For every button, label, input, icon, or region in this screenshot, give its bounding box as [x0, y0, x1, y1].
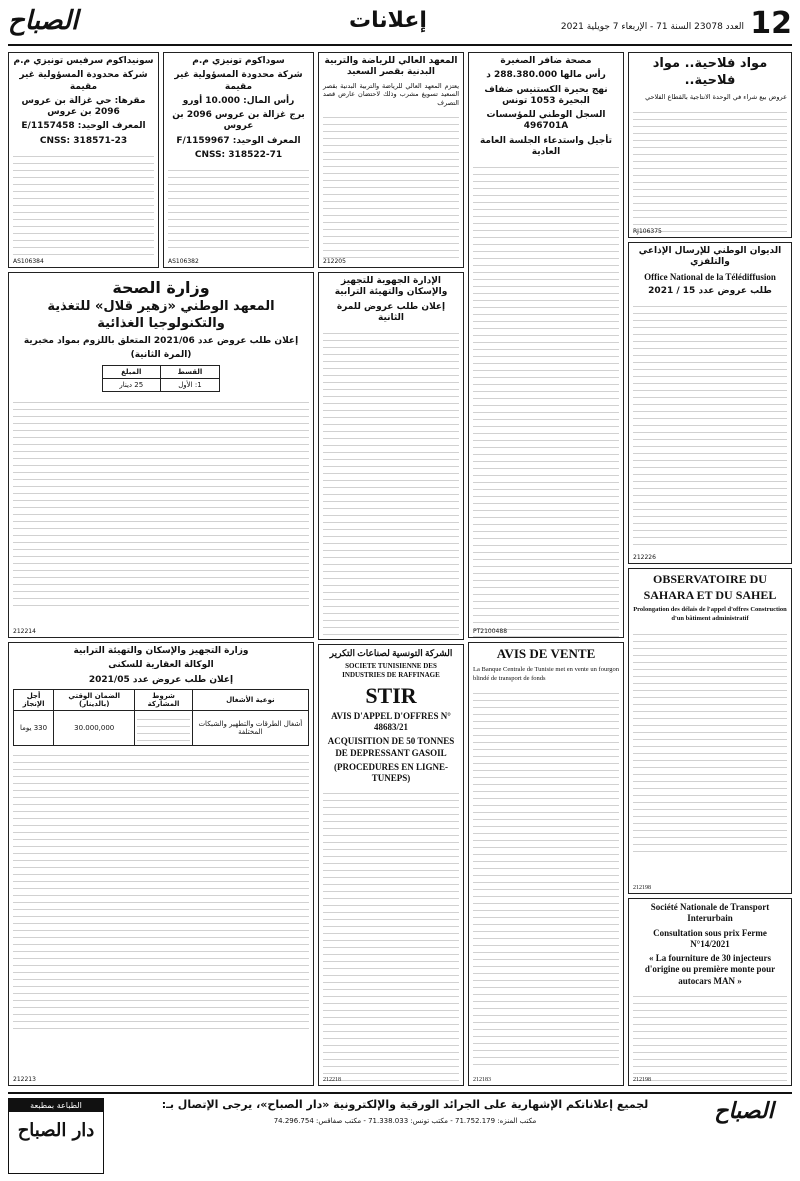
ad-oss	[628, 568, 792, 894]
ad-agri-title: مواد فلاحية.. مواد فلاحية..	[652, 56, 768, 88]
ad-dhafer	[468, 52, 624, 638]
ad-sntri	[628, 898, 792, 1086]
ad-sntri-body: « La fourniture de 30 injecteurs d'origine ou première monte pour autocars MAN »	[644, 953, 776, 986]
ad-oss-body: Prolongation des délais de l'appel d'offres Construction d'un bâtiment administratif	[633, 606, 787, 622]
ad-dhafer-text	[473, 161, 619, 638]
ad-dhafer-address: نهج بحيرة الكستنيس ضفاف البحيرة 1053 تونس	[484, 84, 608, 106]
footer-logo: الصباح	[714, 1098, 774, 1124]
ad-oss-text	[633, 628, 787, 858]
ad-agri-body: عروض بيع شراء في الوحدة الانتاجية بالقطاع الفلاحي	[645, 92, 787, 101]
health-table-amount: 25 دينار	[102, 379, 160, 392]
ad-sonida-title: سونيداكوم سرفيس تونيزي م.م	[13, 56, 154, 66]
ad-dhafer-title: مصحة ضافر الصغيرة	[500, 56, 592, 66]
ad-housing-agency: الوكالة العقارية للسكنى	[108, 660, 214, 671]
ad-vente-body: La Banque Centrale de Tunisie met en vente un fourgon blindé de transport de fonds	[473, 665, 619, 682]
ad-vente-title: AVIS DE VENTE	[496, 646, 596, 661]
ad-sonida-ref: AS106384	[13, 258, 44, 265]
ad-housing-table	[13, 689, 309, 746]
ad-sonidacom-capital: رأس المال: 10.000 أورو	[182, 95, 295, 106]
ad-equip1-title: الإدارة الجهوية للتجهيز والإسكان والتهيئة الترابية	[334, 276, 448, 298]
ad-dhafer-ref: PT2100488	[473, 628, 508, 635]
ad-institute-text	[323, 111, 459, 261]
ad-housing-ministry: وزارة التجهيز والإسكان والتهيئة الترابية	[73, 646, 249, 656]
ad-sntri-title: Société Nationale de Transport Interurbain	[650, 902, 770, 924]
ad-sonidacom-subtitle: شركة محدودة المسؤولية غير مقيمة	[174, 70, 303, 92]
ad-sonidacom-text	[168, 164, 309, 254]
ad-sonida-address: مقرها: حي غزالة بن عروس 2096 بن عروس	[21, 95, 146, 117]
ad-sonidacom-address: برج غزالة بن عروس 2096 بن عروس	[172, 110, 305, 132]
ad-agri-ref: RJ106375	[633, 228, 662, 235]
ad-sonida-reg: المعرف الوحيد: 1157458/E	[21, 121, 146, 132]
ad-institute-title: المعهد العالي للرياضة والتربية البدنية بقصر السعيد	[324, 56, 458, 78]
housing-col-delay: أجل الإنجاز	[14, 689, 54, 710]
ad-sntri-text	[633, 990, 787, 1086]
ad-stir-ref: 212218	[323, 1077, 341, 1083]
ad-health-subtitle: إعلان طلب عروض عدد 2021/06 المتعلق باللزوم بمواد مخبرية	[23, 335, 299, 346]
ad-stir-company-fr: SOCIETE TUNISIENNE DES INDUSTRIES DE RAFFINAGE	[342, 662, 440, 679]
ad-sntri-subtitle: Consultation sous prix Ferme N°14/2021	[653, 927, 767, 949]
ad-dhafer-capital: رأس مالها 288.380.000 د	[486, 70, 606, 81]
ad-housing-text	[13, 749, 309, 1029]
ad-onta-title: الديوان الوطني للإرسال الإذاعي والتلفزي	[638, 246, 782, 268]
ad-health	[8, 272, 314, 638]
ad-institute-ref: 212205	[323, 258, 346, 265]
ad-equip1-subtitle: إعلان طلب عروض للمرة الثانية	[336, 301, 446, 323]
health-table-lot: 1: الأول	[160, 379, 220, 392]
ad-stir-company: الشركة التونسية لصناعات التكرير	[329, 648, 453, 658]
newspaper-logo: الصباح	[8, 6, 79, 36]
ad-health-ref: 212214	[13, 628, 36, 635]
page-number: 12	[750, 6, 792, 41]
housing-col-guarantee: الضمان الوقتي (بالدينار)	[54, 689, 135, 710]
ad-housing-subtitle: إعلان طلب عروض عدد 2021/05	[88, 674, 234, 685]
ad-onta-ref: 212226	[633, 554, 656, 561]
ad-onta	[628, 242, 792, 564]
ad-health-ministry: وزارة الصحة	[112, 278, 210, 297]
ad-institute	[318, 52, 464, 268]
ad-vente-ref: 212183	[473, 1077, 491, 1083]
ad-sonidacom	[163, 52, 314, 268]
ad-sonidacom-title: سوداكوم تونيزي م.م	[192, 56, 285, 66]
ad-sonidacom-reg: المعرف الوحيد: 1159967/F	[176, 135, 301, 146]
ad-stir-procedure: (PROCEDURES EN LIGNE- TUNEPS)	[333, 761, 448, 783]
ad-sonida	[8, 52, 159, 268]
ad-health-text	[13, 396, 309, 606]
ad-vente-text	[473, 687, 619, 1067]
ad-oss-title: OBSERVATOIRE DU SAHARA ET DU SAHEL	[643, 572, 777, 602]
ad-sonida-cnss: CNSS: 318571-23	[39, 135, 128, 146]
ad-equip1-text	[323, 327, 459, 640]
ad-housing	[8, 642, 314, 1086]
health-table-head-lot: القسط	[160, 366, 220, 379]
ad-sntri-ref: 212198	[633, 1077, 651, 1083]
printer-tag-top: الطباعة بمطبعة	[9, 1099, 103, 1112]
ad-sonida-subtitle: شركة محدودة المسؤولية غير مقيمة	[19, 70, 148, 92]
housing-col-conditions: شروط المشاركة	[135, 689, 192, 710]
printer-tag	[8, 1098, 104, 1174]
ad-onta-title-fr: Office National de la Télédiffusion	[644, 271, 776, 282]
housing-row-guarantee: 30.000,000	[54, 710, 135, 745]
ad-stir	[318, 644, 464, 1086]
ad-dhafer-note: تأجيل واستدعاء الجلسة العامة العادية	[479, 135, 613, 157]
ad-sonida-text	[13, 150, 154, 260]
ad-agri-text	[633, 106, 787, 236]
ad-agri	[628, 52, 792, 238]
health-table-head-amount: المبلغ	[102, 366, 160, 379]
ad-health-table	[102, 365, 220, 392]
page-footer	[8, 1092, 792, 1176]
ad-stir-subtitle: ACQUISITION DE 50 TONNES DE DEPRESSANT GASOIL	[327, 736, 455, 758]
ad-stir-title: AVIS D'APPEL D'OFFRES N° 48683/21	[331, 710, 451, 732]
ad-dhafer-reg: السجل الوطني للمؤسسات 496701A	[486, 110, 606, 132]
housing-col-work: نوعية الأشغال	[192, 689, 308, 710]
ad-sonidacom-cnss: CNSS: 318522-71	[194, 149, 283, 160]
housing-row-work: أشغال الطرقات والتطهير والشبكات المختلفة	[192, 710, 308, 745]
section-title: إعلانات	[349, 8, 427, 33]
ad-onta-subtitle: طلب عروض عدد 15 / 2021	[648, 285, 772, 296]
ad-onta-text	[633, 300, 787, 550]
printer-tag-name: دار الصباح	[17, 1120, 95, 1141]
ad-housing-ref: 212213	[13, 1076, 36, 1083]
ad-sonidacom-ref: AS106382	[168, 258, 199, 265]
footer-contact-line: لجميع إعلاناتكم الإشهارية على الجرائد الورقية والإلكترونية «دار الصباح»، يرجى الإتصال بـ:	[161, 1098, 649, 1111]
page-header	[8, 6, 792, 46]
housing-row-conditions	[135, 710, 192, 745]
ad-stir-text	[323, 787, 459, 1086]
ad-vente	[468, 642, 624, 1086]
housing-row-delay: 330 يوما	[14, 710, 54, 745]
ad-institute-body: يعتزم المعهد العالي للرياضة والتربية البدنية بقصر السعيد تسويغ مشرب وذلك لاحتضان عارض قصد التصرف	[323, 81, 459, 108]
ad-health-round: (المرة الثانية)	[130, 350, 192, 361]
issue-line: العدد 23078 السنة 71 - الإربعاء 7 جويلية 2021	[560, 22, 744, 32]
ad-stir-logo: STIR	[365, 682, 417, 708]
ad-equip1	[318, 272, 464, 640]
ad-oss-ref: 212198	[633, 885, 651, 891]
footer-contacts: مكتب المنزه: 71.752.179 - مكتب تونس: 71.338.033 - مكتب صفاقس: 74.296.754	[273, 1117, 537, 1125]
ad-health-title: المعهد الوطني «زهير قلال» للتغذية والتكنولوجيا الغذائية	[47, 299, 275, 331]
